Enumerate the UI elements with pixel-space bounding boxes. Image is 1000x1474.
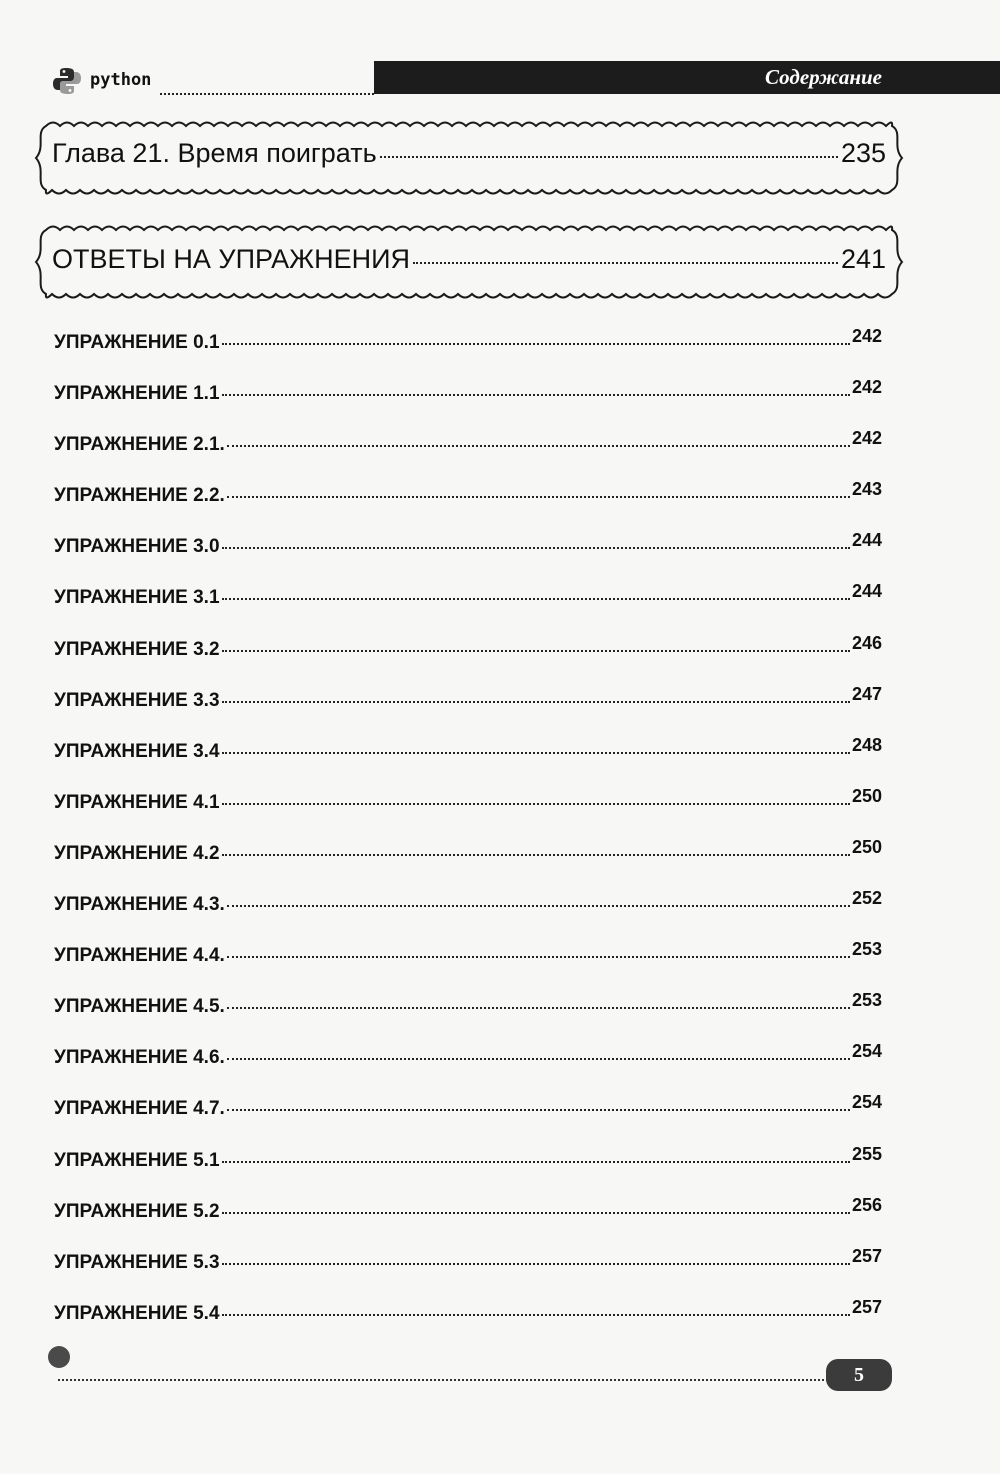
chapter-page: 235 (840, 138, 886, 168)
toc-item[interactable] (54, 990, 882, 1047)
toc-item-page: 255 (851, 1143, 882, 1164)
toc-item[interactable] (54, 734, 882, 792)
toc-item[interactable] (54, 581, 882, 638)
dot-leader (222, 1263, 850, 1265)
toc-item-label: УПРАЖНЕНИЕ 4.6. (54, 1047, 225, 1069)
toc-item[interactable] (54, 683, 882, 741)
toc-item[interactable] (54, 836, 882, 894)
toc-item-page: 250 (851, 785, 882, 806)
toc-item-label: УПРАЖНЕНИЕ 5.3 (54, 1251, 220, 1273)
toc-item[interactable] (54, 1245, 882, 1303)
toc-item-label: УПРАЖНЕНИЕ 4.2 (54, 842, 220, 864)
toc-item-label: УПРАЖНЕНИЕ 4.7. (54, 1098, 225, 1120)
toc-item-label: УПРАЖНЕНИЕ 2.2. (54, 485, 225, 507)
toc-item-page: 242 (851, 326, 882, 346)
toc-item-page: 257 (851, 1296, 882, 1317)
dot-leader (222, 598, 850, 600)
footer-dotted-rule (58, 1379, 828, 1381)
toc-item-page: 253 (851, 990, 882, 1011)
toc-item-page: 254 (851, 1092, 882, 1113)
toc-item[interactable] (54, 939, 882, 996)
dot-leader (222, 854, 850, 856)
toc-item[interactable] (54, 428, 882, 485)
toc-item[interactable] (54, 326, 882, 383)
dot-leader (222, 752, 850, 754)
toc-item-page: 248 (851, 734, 882, 755)
toc-item-label: УПРАЖНЕНИЕ 1.1 (54, 383, 220, 405)
dot-leader (222, 343, 850, 345)
toc-item-page: 247 (851, 683, 882, 704)
toc-item-label: УПРАЖНЕНИЕ 3.3 (54, 689, 220, 711)
toc-item-page: 252 (851, 888, 882, 909)
toc-item-page: 244 (851, 581, 882, 602)
dot-leader (413, 262, 838, 264)
toc-item-label: УПРАЖНЕНИЕ 0.1 (54, 332, 220, 353)
toc-item-page: 242 (851, 428, 882, 449)
toc-item-label: УПРАЖНЕНИЕ 3.2 (54, 638, 220, 660)
header-bar (374, 61, 1000, 94)
header-brand: python (90, 70, 152, 90)
chapter-page: 241 (840, 244, 886, 274)
toc-item-page: 246 (851, 632, 882, 653)
chapter-title: ОТВЕТЫ НА УПРАЖНЕНИЯ (52, 244, 411, 274)
answers-box[interactable] (34, 224, 904, 300)
toc-item-label: УПРАЖНЕНИЕ 2.1. (54, 434, 225, 456)
chapter-title: Глава 21. Время поиграть (52, 138, 377, 168)
toc-item[interactable] (54, 632, 882, 690)
toc-item-page: 254 (851, 1041, 882, 1062)
dot-leader (227, 905, 850, 907)
toc-item[interactable] (54, 1296, 882, 1354)
dot-leader (227, 1109, 850, 1111)
dot-leader (227, 956, 850, 958)
dot-leader (222, 547, 850, 549)
dot-leader (227, 1007, 850, 1009)
toc-item-label: УПРАЖНЕНИЕ 5.4 (54, 1302, 220, 1324)
toc-list (54, 326, 882, 1354)
toc-item-label: УПРАЖНЕНИЕ 5.2 (54, 1200, 220, 1222)
toc-item-page: 243 (851, 479, 882, 500)
toc-item-label: УПРАЖНЕНИЕ 4.1 (54, 791, 220, 813)
toc-item[interactable] (54, 1194, 882, 1252)
toc-item[interactable] (54, 479, 882, 536)
chapter-entry[interactable] (52, 138, 886, 169)
dot-leader (222, 1314, 850, 1316)
dot-leader (227, 1058, 850, 1060)
toc-item-page: 253 (851, 939, 882, 960)
toc-item[interactable] (54, 530, 882, 587)
footer-bullet (48, 1346, 70, 1368)
dot-leader (222, 1161, 850, 1163)
toc-item-label: УПРАЖНЕНИЕ 3.1 (54, 587, 220, 609)
toc-item-label: УПРАЖНЕНИЕ 3.4 (54, 740, 220, 762)
toc-item-label: УПРАЖНЕНИЕ 4.5. (54, 996, 225, 1018)
chapter-entry[interactable] (52, 244, 886, 275)
toc-item-page: 250 (851, 836, 882, 857)
dot-leader (222, 650, 850, 652)
header-dotted-rule (160, 93, 374, 95)
dot-leader (222, 701, 850, 703)
toc-item-page: 257 (851, 1245, 882, 1266)
dot-leader (222, 803, 850, 805)
toc-item-label: УПРАЖНЕНИЕ 3.0 (54, 536, 220, 558)
page-number-badge: 5 (826, 1359, 892, 1391)
toc-item-label: УПРАЖНЕНИЕ 4.4. (54, 945, 225, 967)
python-logo-icon (52, 66, 82, 96)
chapter-box[interactable] (34, 120, 904, 196)
toc-item[interactable] (54, 785, 882, 843)
toc-item-page: 256 (851, 1194, 882, 1215)
header-section-title: Содержание (765, 65, 882, 89)
toc-item-label: УПРАЖНЕНИЕ 5.1 (54, 1149, 220, 1171)
toc-item[interactable] (54, 377, 882, 434)
dot-leader (227, 496, 850, 498)
toc-item[interactable] (54, 888, 882, 945)
toc-item-page: 242 (851, 377, 882, 398)
toc-item-page: 244 (851, 530, 882, 551)
toc-item[interactable] (54, 1092, 882, 1149)
dot-leader (222, 394, 850, 396)
dot-leader (227, 445, 850, 447)
toc-item[interactable] (54, 1041, 882, 1098)
toc-item[interactable] (54, 1143, 882, 1201)
dot-leader (222, 1212, 850, 1214)
dot-leader (380, 156, 838, 158)
toc-item-label: УПРАЖНЕНИЕ 4.3. (54, 894, 225, 916)
